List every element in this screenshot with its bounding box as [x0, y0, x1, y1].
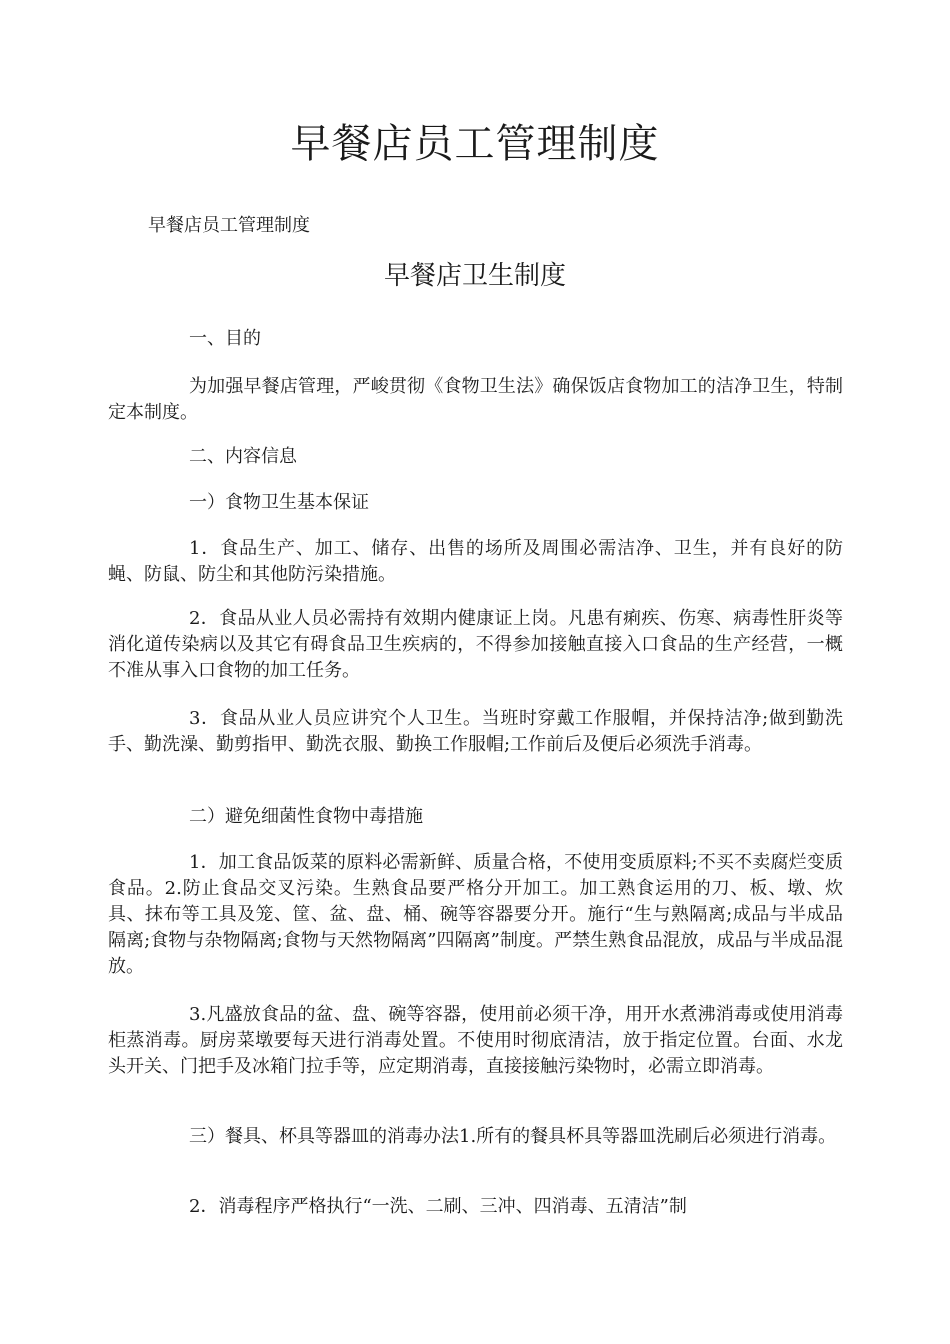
- heading-content: 二、内容信息: [189, 446, 297, 467]
- paragraph-prevention-1-2: 1．加工食品饭菜的原料必需新鲜、质量合格，不使用变质原料;不买不卖腐烂变质食品。2.防止食品交叉污染。生熟食品要严格分开加工。加工熟食运用的刀、板、墩、炊具、抹布等工具及笼、筐、盆、盘、桶、碗等容器要分开。施行“生与熟隔离;成品与半成品隔离;食物与杂物隔离;食物与天然物隔离”四隔离”制度。严禁生熟食品混放，成品与半成品混放。: [108, 852, 843, 977]
- document-subtitle: 早餐店员工管理制度: [148, 215, 310, 236]
- paragraph-item-2: 2．食品从业人员必需持有效期内健康证上岗。凡患有痢疾、伤寒、病毒性肝炎等消化道传染病以及其它有碍食品卫生疾病的，不得参加接触直接入口食品的生产经营，一概不准从事入口食物的加工任务。: [108, 608, 843, 681]
- heading-purpose: 一、目的: [189, 328, 261, 349]
- paragraph-item-3: 3．食品从业人员应讲究个人卫生。当班时穿戴工作服帽，并保持洁净;做到勤洗手、勤洗澡、勤剪指甲、勤洗衣服、勤换工作服帽;工作前后及便后必须洗手消毒。: [108, 708, 843, 755]
- paragraph-prevention-3: 3.凡盛放食品的盆、盘、碗等容器，使用前必须干净，用开水煮沸消毒或使用消毒柜蒸消毒。厨房菜墩要每天进行消毒处置。不使用时彻底清洁，放于指定位置。台面、水龙头开关、门把手及冰箱门拉手等，应定期消毒，直接接触污染物时，必需立即消毒。: [108, 1004, 843, 1077]
- paragraph-item-1: 1．食品生产、加工、储存、出售的场所及周围必需洁净、卫生，并有良好的防蝇、防鼠、防尘和其他防污染措施。: [108, 538, 843, 585]
- section-title: 早餐店卫生制度: [383, 261, 566, 291]
- heading-food-hygiene: 一）食物卫生基本保证: [189, 492, 369, 513]
- paragraph-disinfection-procedure: 2．消毒程序严格执行“一洗、二刷、三冲、四消毒、五清洁”制: [189, 1196, 687, 1217]
- heading-tableware-disinfection: 三）餐具、杯具等器皿的消毒办法1.所有的餐具杯具等器皿洗刷后必须进行消毒。: [189, 1126, 837, 1147]
- paragraph-purpose: 为加强早餐店管理，严峻贯彻《食物卫生法》确保饭店食物加工的洁净卫生，特制定本制度。: [108, 376, 843, 423]
- document-title: 早餐店员工管理制度: [290, 121, 660, 167]
- heading-poisoning-prevention: 二）避免细菌性食物中毒措施: [189, 806, 423, 827]
